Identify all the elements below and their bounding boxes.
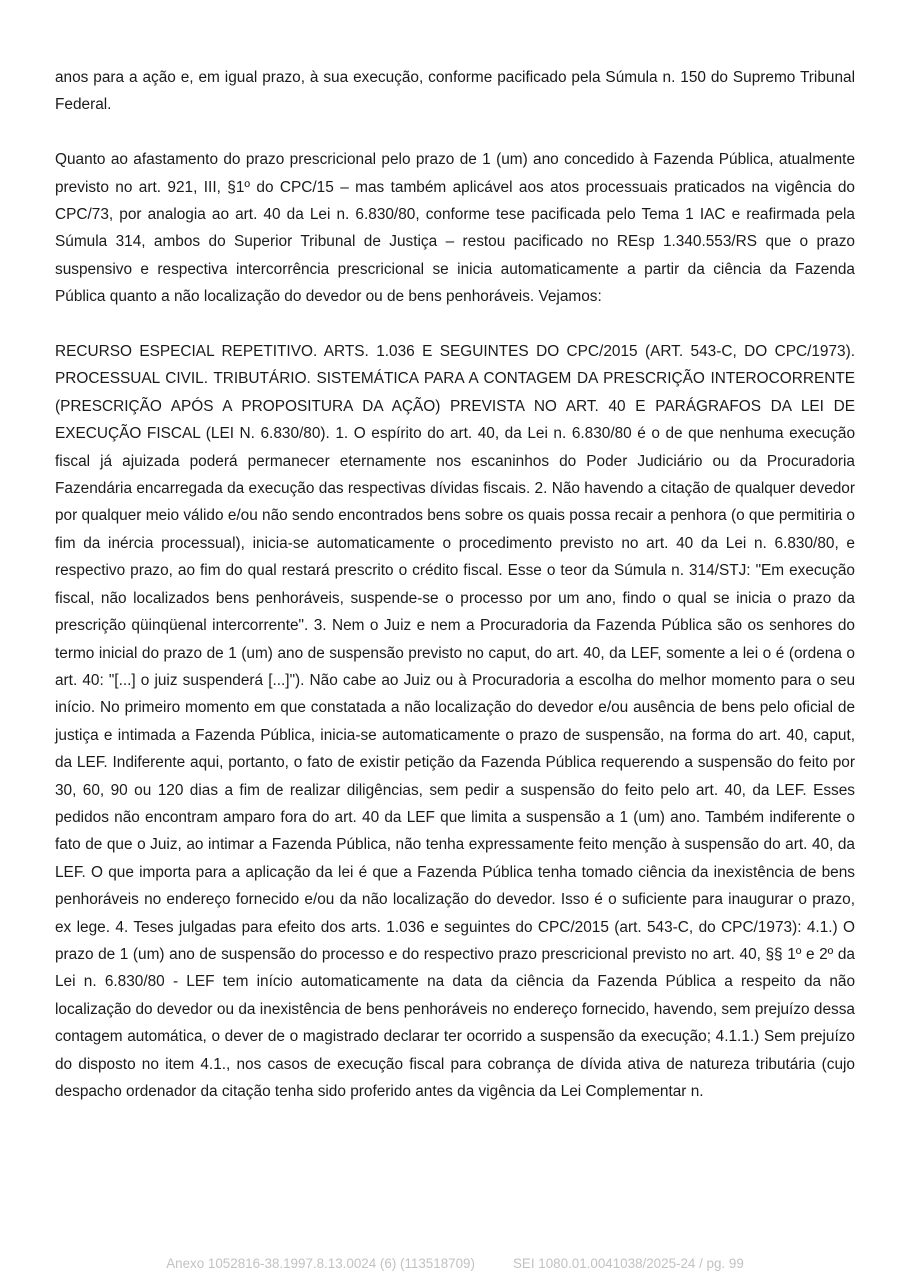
- footer-annex-reference: Anexo 1052816-38.1997.8.13.0024 (6) (113518709): [166, 1256, 475, 1271]
- document-body: [55, 64, 855, 1105]
- paragraph-jurisprudence-quote: RECURSO ESPECIAL REPETITIVO. ARTS. 1.036 E SEGUINTES DO CPC/2015 (ART. 543-C, DO CPC/1973). PROCESSUAL CIVIL. TRIBUTÁRIO. SISTEMÁTICA PARA A CONTAGEM DA PRESCRIÇÃO INTEROCORRENTE (PRESCRIÇÃO APÓS A PROPOSITURA DA AÇÃO) PREVISTA NO ART. 40 E PARÁGRAFOS DA LEI DE EXECUÇÃO FISCAL (LEI N. 6.830/80). 1. O espírito do art. 40, da Lei n. 6.830/80 é o de que nenhuma execução fiscal já ajuizada poderá permanecer eternamente nos escaninhos do Poder Judiciário ou da Procuradoria Fazendária encarregada da execução das respectivas dívidas fiscais. 2. Não havendo a citação de qualquer devedor por qualquer meio válido e/ou não sendo encontrados bens sobre os quais possa recair a penhora (o que permitiria o fim da inércia processual), inicia-se automaticamente o procedimento previsto no art. 40 da Lei n. 6.830/80, e respectivo prazo, ao fim do qual restará prescrito o crédito fiscal. Esse o teor da Súmula n. 314/STJ: "Em execução fiscal, não localizados bens penhoráveis, suspende-se o processo por um ano, findo o qual se inicia o prazo da prescrição qüinqüenal intercorrente". 3. Nem o Juiz e nem a Procuradoria da Fazenda Pública são os senhores do termo inicial do prazo de 1 (um) ano de suspensão previsto no caput, do art. 40, da LEF, somente a lei o é (ordena o art. 40: "[...] o juiz suspenderá [...]"). Não cabe ao Juiz ou à Procuradoria a escolha do melhor momento para o seu início. No primeiro momento em que constatada a não localização do devedor e/ou ausência de bens pelo oficial de justiça e intimada a Fazenda Pública, inicia-se automaticamente o prazo de suspensão, na forma do art. 40, caput, da LEF. Indiferente aqui, portanto, o fato de existir petição da Fazenda Pública requerendo a suspensão do feito por 30, 60, 90 ou 120 dias a fim de realizar diligências, sem pedir a suspensão do feito pelo art. 40, da LEF. Esses pedidos não encontram amparo fora do art. 40 da LEF que limita a suspensão a 1 (um) ano. Também indiferente o fato de que o Juiz, ao intimar a Fazenda Pública, não tenha expressamente feito menção à suspensão do art. 40, da LEF. O que importa para a aplicação da lei é que a Fazenda Pública tenha tomado ciência da inexistência de bens penhoráveis no endereço fornecido e/ou da não localização do devedor. Isso é o suficiente para inaugurar o prazo, ex lege. 4. Teses julgadas para efeito dos arts. 1.036 e seguintes do CPC/2015 (art. 543-C, do CPC/1973): 4.1.) O prazo de 1 (um) ano de suspensão do processo e do respectivo prazo prescricional previsto no art. 40, §§ 1º e 2º da Lei n. 6.830/80 - LEF tem início automaticamente na data da ciência da Fazenda Pública a respeito da não localização do devedor ou da inexistência de bens penhoráveis no endereço fornecido, havendo, sem prejuízo dessa contagem automática, o dever de o magistrado declarar ter ocorrido a suspensão da execução; 4.1.1.) Sem prejuízo do disposto no item 4.1., nos casos de execução fiscal para cobrança de dívida ativa de natureza tributária (cujo despacho ordenador da citação tenha sido proferido antes da vigência da Lei Complementar n.: [55, 343, 855, 1100]
- page-footer: [0, 1256, 910, 1271]
- paragraph-prescription: Quanto ao afastamento do prazo prescricional pelo prazo de 1 (um) ano concedido à Fazenda Pública, atualmente previsto no art. 921, III, §1º do CPC/15 – mas também aplicável aos atos processuais praticados na vigência do CPC/73, por analogia ao art. 40 da Lei n. 6.830/80, conforme tese pacificada pelo Tema 1 IAC e reafirmada pela Súmula 314, ambos do Superior Tribunal de Justiça – restou pacificado no REsp 1.340.553/RS que o prazo suspensivo e respectiva intercorrência prescricional se inicia automaticamente a partir da ciência da Fazenda Pública quanto a não localização do devedor ou de bens penhoráveis. Vejamos:: [55, 151, 855, 306]
- footer-sei-page-number: SEI 1080.01.0041038/2025-24 / pg. 99: [512, 1256, 744, 1271]
- paragraph-continuation: anos para a ação e, em igual prazo, à sua execução, conforme pacificado pela Súmula n. 150 do Supremo Tribunal Federal.: [55, 69, 855, 114]
